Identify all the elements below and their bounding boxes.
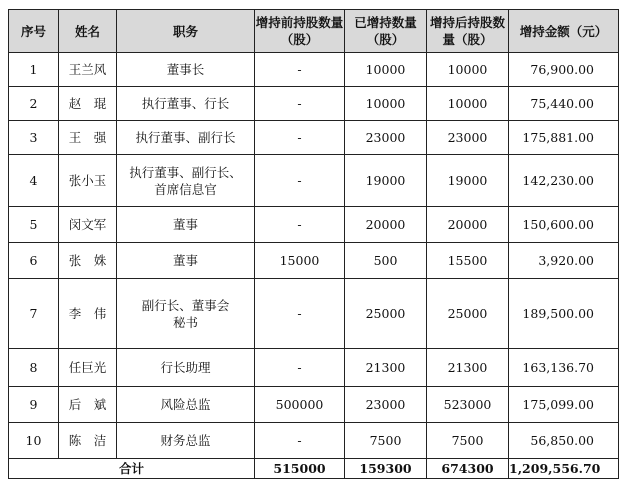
cell-no: 4 xyxy=(9,155,59,207)
table-row xyxy=(9,87,619,121)
header-after: 增持后持股数量（股） xyxy=(427,10,509,53)
cell-title: 执行董事、副行长、首席信息官 xyxy=(117,155,255,207)
cell-name: 张小玉 xyxy=(59,155,117,207)
cell-added: 10000 xyxy=(345,87,427,121)
cell-title: 财务总监 xyxy=(117,423,255,459)
cell-amount: 150,600.00 xyxy=(509,207,619,243)
cell-before: - xyxy=(255,207,345,243)
cell-no: 1 xyxy=(9,53,59,87)
cell-added: 7500 xyxy=(345,423,427,459)
cell-added: 10000 xyxy=(345,53,427,87)
header-added: 已增持数量（股） xyxy=(345,10,427,53)
cell-amount: 163,136.70 xyxy=(509,349,619,387)
cell-added: 25000 xyxy=(345,279,427,349)
cell-no: 3 xyxy=(9,121,59,155)
cell-title: 执行董事、行长 xyxy=(117,87,255,121)
cell-after: 7500 xyxy=(427,423,509,459)
cell-title: 行长助理 xyxy=(117,349,255,387)
cell-before: - xyxy=(255,155,345,207)
header-row xyxy=(9,10,619,53)
cell-title: 副行长、董事会秘书 xyxy=(117,279,255,349)
shareholding-table xyxy=(8,9,619,479)
cell-no: 10 xyxy=(9,423,59,459)
table-row xyxy=(9,243,619,279)
cell-no: 6 xyxy=(9,243,59,279)
total-label: 合计 xyxy=(9,459,255,479)
total-row xyxy=(9,459,619,479)
cell-added: 500 xyxy=(345,243,427,279)
cell-amount: 189,500.00 xyxy=(509,279,619,349)
header-title: 职务 xyxy=(117,10,255,53)
cell-name: 闵文军 xyxy=(59,207,117,243)
cell-after: 523000 xyxy=(427,387,509,423)
cell-name: 陈 洁 xyxy=(59,423,117,459)
cell-added: 19000 xyxy=(345,155,427,207)
cell-after: 10000 xyxy=(427,53,509,87)
cell-after: 21300 xyxy=(427,349,509,387)
cell-after: 23000 xyxy=(427,121,509,155)
cell-after: 15500 xyxy=(427,243,509,279)
cell-amount: 175,881.00 xyxy=(509,121,619,155)
cell-added: 21300 xyxy=(345,349,427,387)
table-row xyxy=(9,53,619,87)
cell-no: 2 xyxy=(9,87,59,121)
cell-after: 25000 xyxy=(427,279,509,349)
cell-title: 董事 xyxy=(117,243,255,279)
cell-added: 23000 xyxy=(345,121,427,155)
cell-name: 李 伟 xyxy=(59,279,117,349)
header-name: 姓名 xyxy=(59,10,117,53)
cell-title: 董事 xyxy=(117,207,255,243)
total-added: 159300 xyxy=(345,459,427,479)
table-row xyxy=(9,207,619,243)
header-no: 序号 xyxy=(9,10,59,53)
header-amount: 增持金额（元） xyxy=(509,10,619,53)
cell-title: 风险总监 xyxy=(117,387,255,423)
cell-before: - xyxy=(255,53,345,87)
cell-name: 后 斌 xyxy=(59,387,117,423)
cell-before: 15000 xyxy=(255,243,345,279)
cell-after: 10000 xyxy=(427,87,509,121)
cell-amount: 56,850.00 xyxy=(509,423,619,459)
cell-title: 董事长 xyxy=(117,53,255,87)
cell-after: 20000 xyxy=(427,207,509,243)
cell-before: - xyxy=(255,349,345,387)
cell-no: 9 xyxy=(9,387,59,423)
cell-no: 5 xyxy=(9,207,59,243)
cell-before: - xyxy=(255,121,345,155)
table-row xyxy=(9,423,619,459)
cell-before: 500000 xyxy=(255,387,345,423)
header-before: 增持前持股数量（股） xyxy=(255,10,345,53)
cell-name: 张 姝 xyxy=(59,243,117,279)
cell-before: - xyxy=(255,87,345,121)
cell-amount: 76,900.00 xyxy=(509,53,619,87)
cell-name: 王兰风 xyxy=(59,53,117,87)
cell-amount: 175,099.00 xyxy=(509,387,619,423)
cell-title: 执行董事、副行长 xyxy=(117,121,255,155)
table-row xyxy=(9,387,619,423)
cell-name: 赵 琨 xyxy=(59,87,117,121)
total-before: 515000 xyxy=(255,459,345,479)
cell-no: 7 xyxy=(9,279,59,349)
cell-name: 任巨光 xyxy=(59,349,117,387)
cell-added: 20000 xyxy=(345,207,427,243)
cell-amount: 142,230.00 xyxy=(509,155,619,207)
cell-no: 8 xyxy=(9,349,59,387)
table-row xyxy=(9,349,619,387)
cell-added: 23000 xyxy=(345,387,427,423)
cell-amount: 3,920.00 xyxy=(509,243,619,279)
cell-amount: 75,440.00 xyxy=(509,87,619,121)
cell-before: - xyxy=(255,279,345,349)
table-row xyxy=(9,279,619,349)
cell-name: 王 强 xyxy=(59,121,117,155)
total-after: 674300 xyxy=(427,459,509,479)
table-row xyxy=(9,121,619,155)
total-amount: 1,209,556.70 xyxy=(509,459,619,479)
cell-after: 19000 xyxy=(427,155,509,207)
cell-before: - xyxy=(255,423,345,459)
table-row xyxy=(9,155,619,207)
